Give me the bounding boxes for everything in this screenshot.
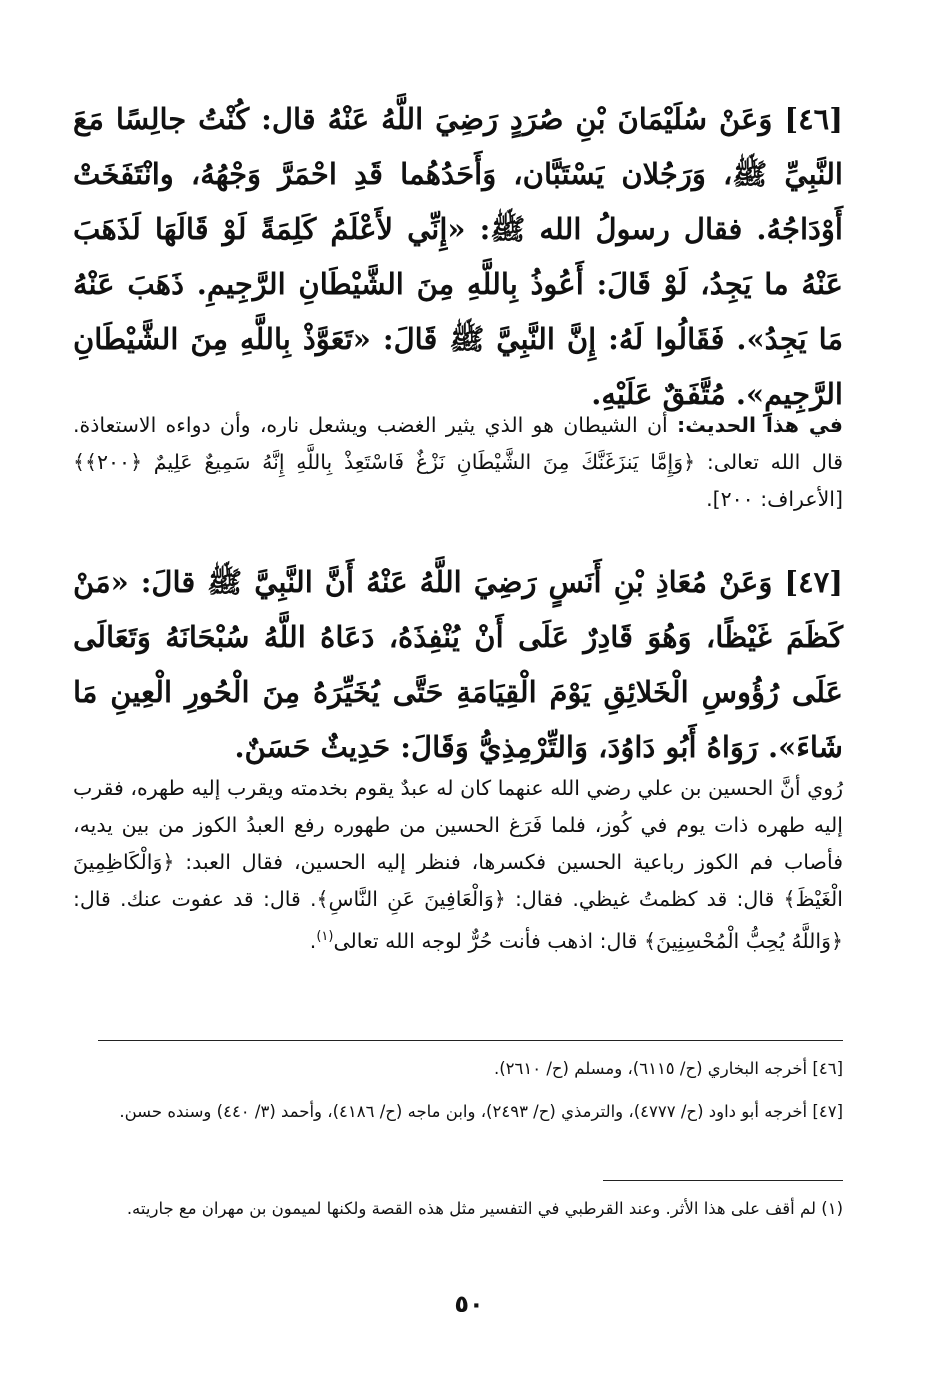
commentary-text: رُوي أنَّ الحسين بن علي رضي الله عنهما كان له عبدٌ يقوم بخدمته ويقرب إليه طهره، فقرب إليه طهره ذات يوم في كُوز، فلما فَرَغ الحسين من طهوره رفع العبدُ الكوز من بين يديه، فأصاب فم الكوز رباعية الحسين فكسرها، فنظر إليه الحسين، فقال العبد: ﴿وَالْكَاظِمِينَ الْغَيْظَ﴾ قال: قد كظمتُ غيظي. فقال: ﴿وَالْعَافِينَ عَنِ النَّاسِ﴾. قال: قد عفوت عنك. قال: ﴿وَاللَّهُ يُحِبُّ الْمُحْسِنِينَ﴾ قال: اذهب فأنت حُرٌّ لوجه الله تعالى <box>73 776 843 953</box>
reference-47 <box>73 1096 843 1127</box>
reference-number: [٤٦] <box>812 1059 843 1078</box>
hadith-text: وَعَنْ سُلَيْمَانَ بْنِ صُرَدٍ رَضِيَ اللَّهُ عَنْهُ قال: كُنْتُ جالِسًا مَعَ النَّبِيِّ ﷺ، وَرَجُلان يَسْتَبَّان، وَأَحَدُهُما قَدِ احْمَرَّ وَجْهُهُ، وانْتَفَخَتْ أَوْدَاجُهُ. فقال رسولُ الله ﷺ: «إِنِّي لأَعْلَمُ كَلِمَةً لَوْ قَالَهَا لَذَهَبَ عَنْهُ ما يَجِدُ، لَوْ قَالَ: أَعُوذُ بِاللَّهِ مِنَ الشَّيْطَانِ الرَّجِيمِ. ذَهَبَ عَنْهُ مَا يَجِدُ». فَقَالُوا لَهُ: إِنَّ النَّبِيَّ ﷺ قَالَ: «تَعَوَّذْ بِاللَّهِ مِنَ الشَّيْطَانِ الرَّجِيمِ». مُتَّفَقٌ عَلَيْهِ. <box>73 102 843 411</box>
commentary-46 <box>73 407 843 518</box>
hadith-number: [٤٦] <box>784 102 843 136</box>
footnote-divider <box>603 1180 843 1181</box>
reference-46 <box>73 1053 843 1084</box>
page-number: ٥٠ <box>454 1290 484 1318</box>
reference-number: [٤٧] <box>812 1102 843 1121</box>
commentary-47: رُوي أنَّ الحسين بن علي رضي الله عنهما كان له عبدٌ يقوم بخدمته ويقرب إليه طهره، فقرب إليه طهره ذات يوم في كُوز، فلما فَرَغ الحسين من طهوره رفع العبدُ الكوز من بين يديه، فأصاب فم الكوز رباعية الحسين فكسرها، فنظر إليه الحسين، فقال العبد: ﴿وَالْكَاظِمِينَ الْغَيْظَ﴾ قال: قد كظمتُ غيظي. فقال: ﴿وَالْعَافِينَ عَنِ النَّاسِ﴾. قال: قد عفوت عنك. قال: ﴿وَاللَّهُ يُحِبُّ الْمُحْسِنِينَ﴾ قال: اذهب فأنت حُرٌّ لوجه الله تعالى$^{(١)}$. <box>73 776 843 953</box>
footnote-1 <box>73 1193 843 1224</box>
hadith-47 <box>73 555 843 775</box>
hadith-text: وَعَنْ مُعَاذِ بْنِ أَنَسٍ رَضِيَ اللَّهُ عَنْهُ أَنَّ النَّبِيَّ ﷺ قالَ: «مَنْ كَظَمَ غَيْظًا، وَهُوَ قَادِرٌ عَلَى أَنْ يُنْفِذَهُ، دَعَاهُ اللَّهُ سُبْحَانَهُ وَتَعَالَى عَلَى رُؤُوسِ الْخَلائِقِ يَوْمَ الْقِيَامَةِ حَتَّى يُخَيِّرَهُ مِنَ الْحُورِ الْعِينِ مَا شَاءَ». رَوَاهُ أَبُو دَاوُدَ، وَالتِّرْمِذِيُّ وَقَالَ: حَدِيثٌ حَسَنٌ. <box>73 565 843 764</box>
commentary-lead: في هذا الحديث: <box>677 413 843 437</box>
reference-text: أخرجه أبو داود (ح/ ٤٧٧٧)، والترمذي (ح/ ٢٤٩٣)، وابن ماجه (ح/ ٤١٨٦)، وأحمد (٣/ ٤٤٠) وسنده حسن. <box>119 1102 808 1121</box>
hadith-46 <box>73 92 843 422</box>
hadith-number: [٤٧] <box>784 565 843 599</box>
references-divider <box>98 1040 843 1041</box>
footnote-number: (١) <box>821 1199 843 1218</box>
commentary-text: أن الشيطان هو الذي يثير الغضب ويشعل ناره، وأن دواءه الاستعاذة. قال الله تعالى: ﴿وَإِمَّا يَنزَغَنَّكَ مِنَ الشَّيْطَانِ نَزْغٌ فَاسْتَعِذْ بِاللَّهِ إِنَّهُ سَمِيعٌ عَلِيمٌ ﴿٢٠٠﴾﴾ [الأعراف: ٢٠٠]. <box>73 413 843 511</box>
reference-text: أخرجه البخاري (ح/ ٦١١٥)، ومسلم (ح/ ٢٦١٠). <box>493 1059 808 1078</box>
footnote-marker: (١) <box>316 929 334 944</box>
footnote-text: لم أقف على هذا الأثر. وعند القرطبي في التفسير مثل هذه القصة ولكنها لميمون بن مهران مع جاريته. <box>126 1199 816 1218</box>
